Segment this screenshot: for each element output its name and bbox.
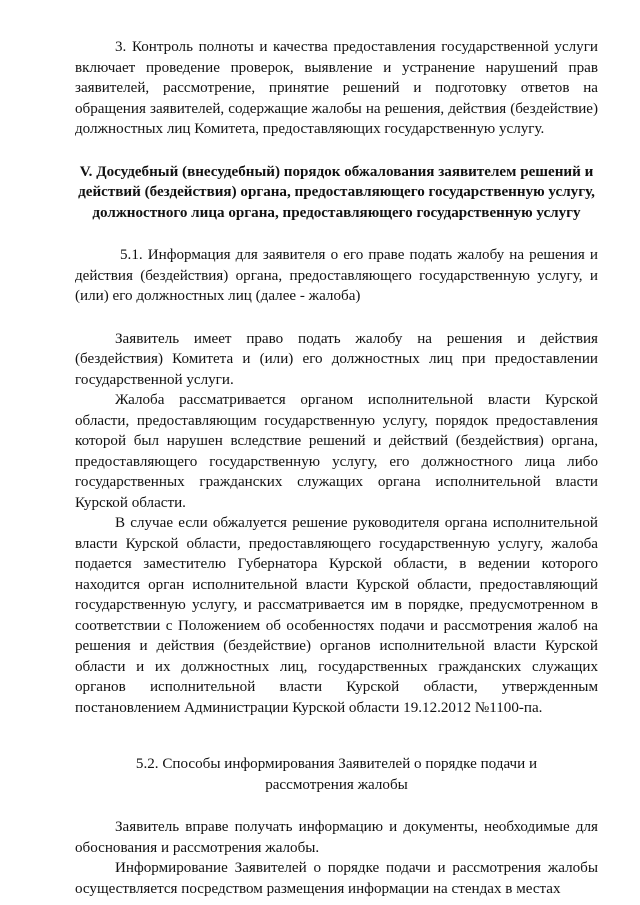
subsection-5-1-title: 5.1. Информация для заявителя о его праве подать жалобу на решения и действия (бездействия) органа, предоставляющего государственную услугу, и (или) его должностных лиц (далее - жалоба) [75,247,598,304]
document-page [75,37,598,899]
paragraph-5-2-right-to-info: Заявитель вправе получать информацию и документы, необходимые для обоснования и рассмотрения жалобы. [75,819,598,856]
section-5-heading: V. Досудебный (внесудебный) порядок обжалования заявителем решений и действий (бездействия) органа, предоставляющего государственную услугу, должностного лица органа, предоставляющего государственную услугу [78,163,595,221]
paragraph-5-2-informing: Информирование Заявителей о порядке подачи и рассмотрения жалобы осуществляется посредством размещения информации на стендах в местах [75,860,598,897]
section-3-paragraph: 3. Контроль полноты и качества предоставления государственной услуги включает проведение проверок, выявление и устранение нарушений прав заявителей, рассмотрение, принятие решений и подготовку ответов на обращения заявителей, содержащие жалобы на решения, действия (бездействие) должностных лиц Комитета, предоставляющих государственную услугу. [75,39,598,137]
paragraph-5-1-complaint-review: Жалоба рассматривается органом исполнительной власти Курской области, предоставляющим государственную услугу, порядок предоставления которой был нарушен вследствие решений и действий (бездействия) органа, предоставляющего государственную услугу, его должностного лица либо государственных гражданских служащих органа исполнительной власти Курской области. [75,392,598,511]
paragraph-5-1-right-to-complain: Заявитель имеет право подать жалобу на решения и действия (бездействия) Комитета и (или) его должностных лиц при предоставлении государственной услуги. [75,330,598,388]
subsection-5-2-title: 5.2. Способы информирования Заявителей о порядке подачи и рассмотрения жалобы [135,756,538,793]
paragraph-5-1-head-decision: В случае если обжалуется решение руководителя органа исполнительной власти Курской области, предоставляющего государственную услугу, жалоба подается заместителю Губернатора Курской области, в ведении которого находится орган исполнительной власти Курской области, предоставляющий государственную услугу, и рассматривается им в порядке, предусмотренном в соответствии с Положением об особенностях подачи и рассмотрения жалоб на решения и действия (бездействие) органов исполнительной власти Курской области и их должностных лиц, государственных гражданских служащих органов исполнительной власти Курской области, утвержденным постановлением Администрации Курской области 19.12.2012 №1100-па. [75,515,598,716]
